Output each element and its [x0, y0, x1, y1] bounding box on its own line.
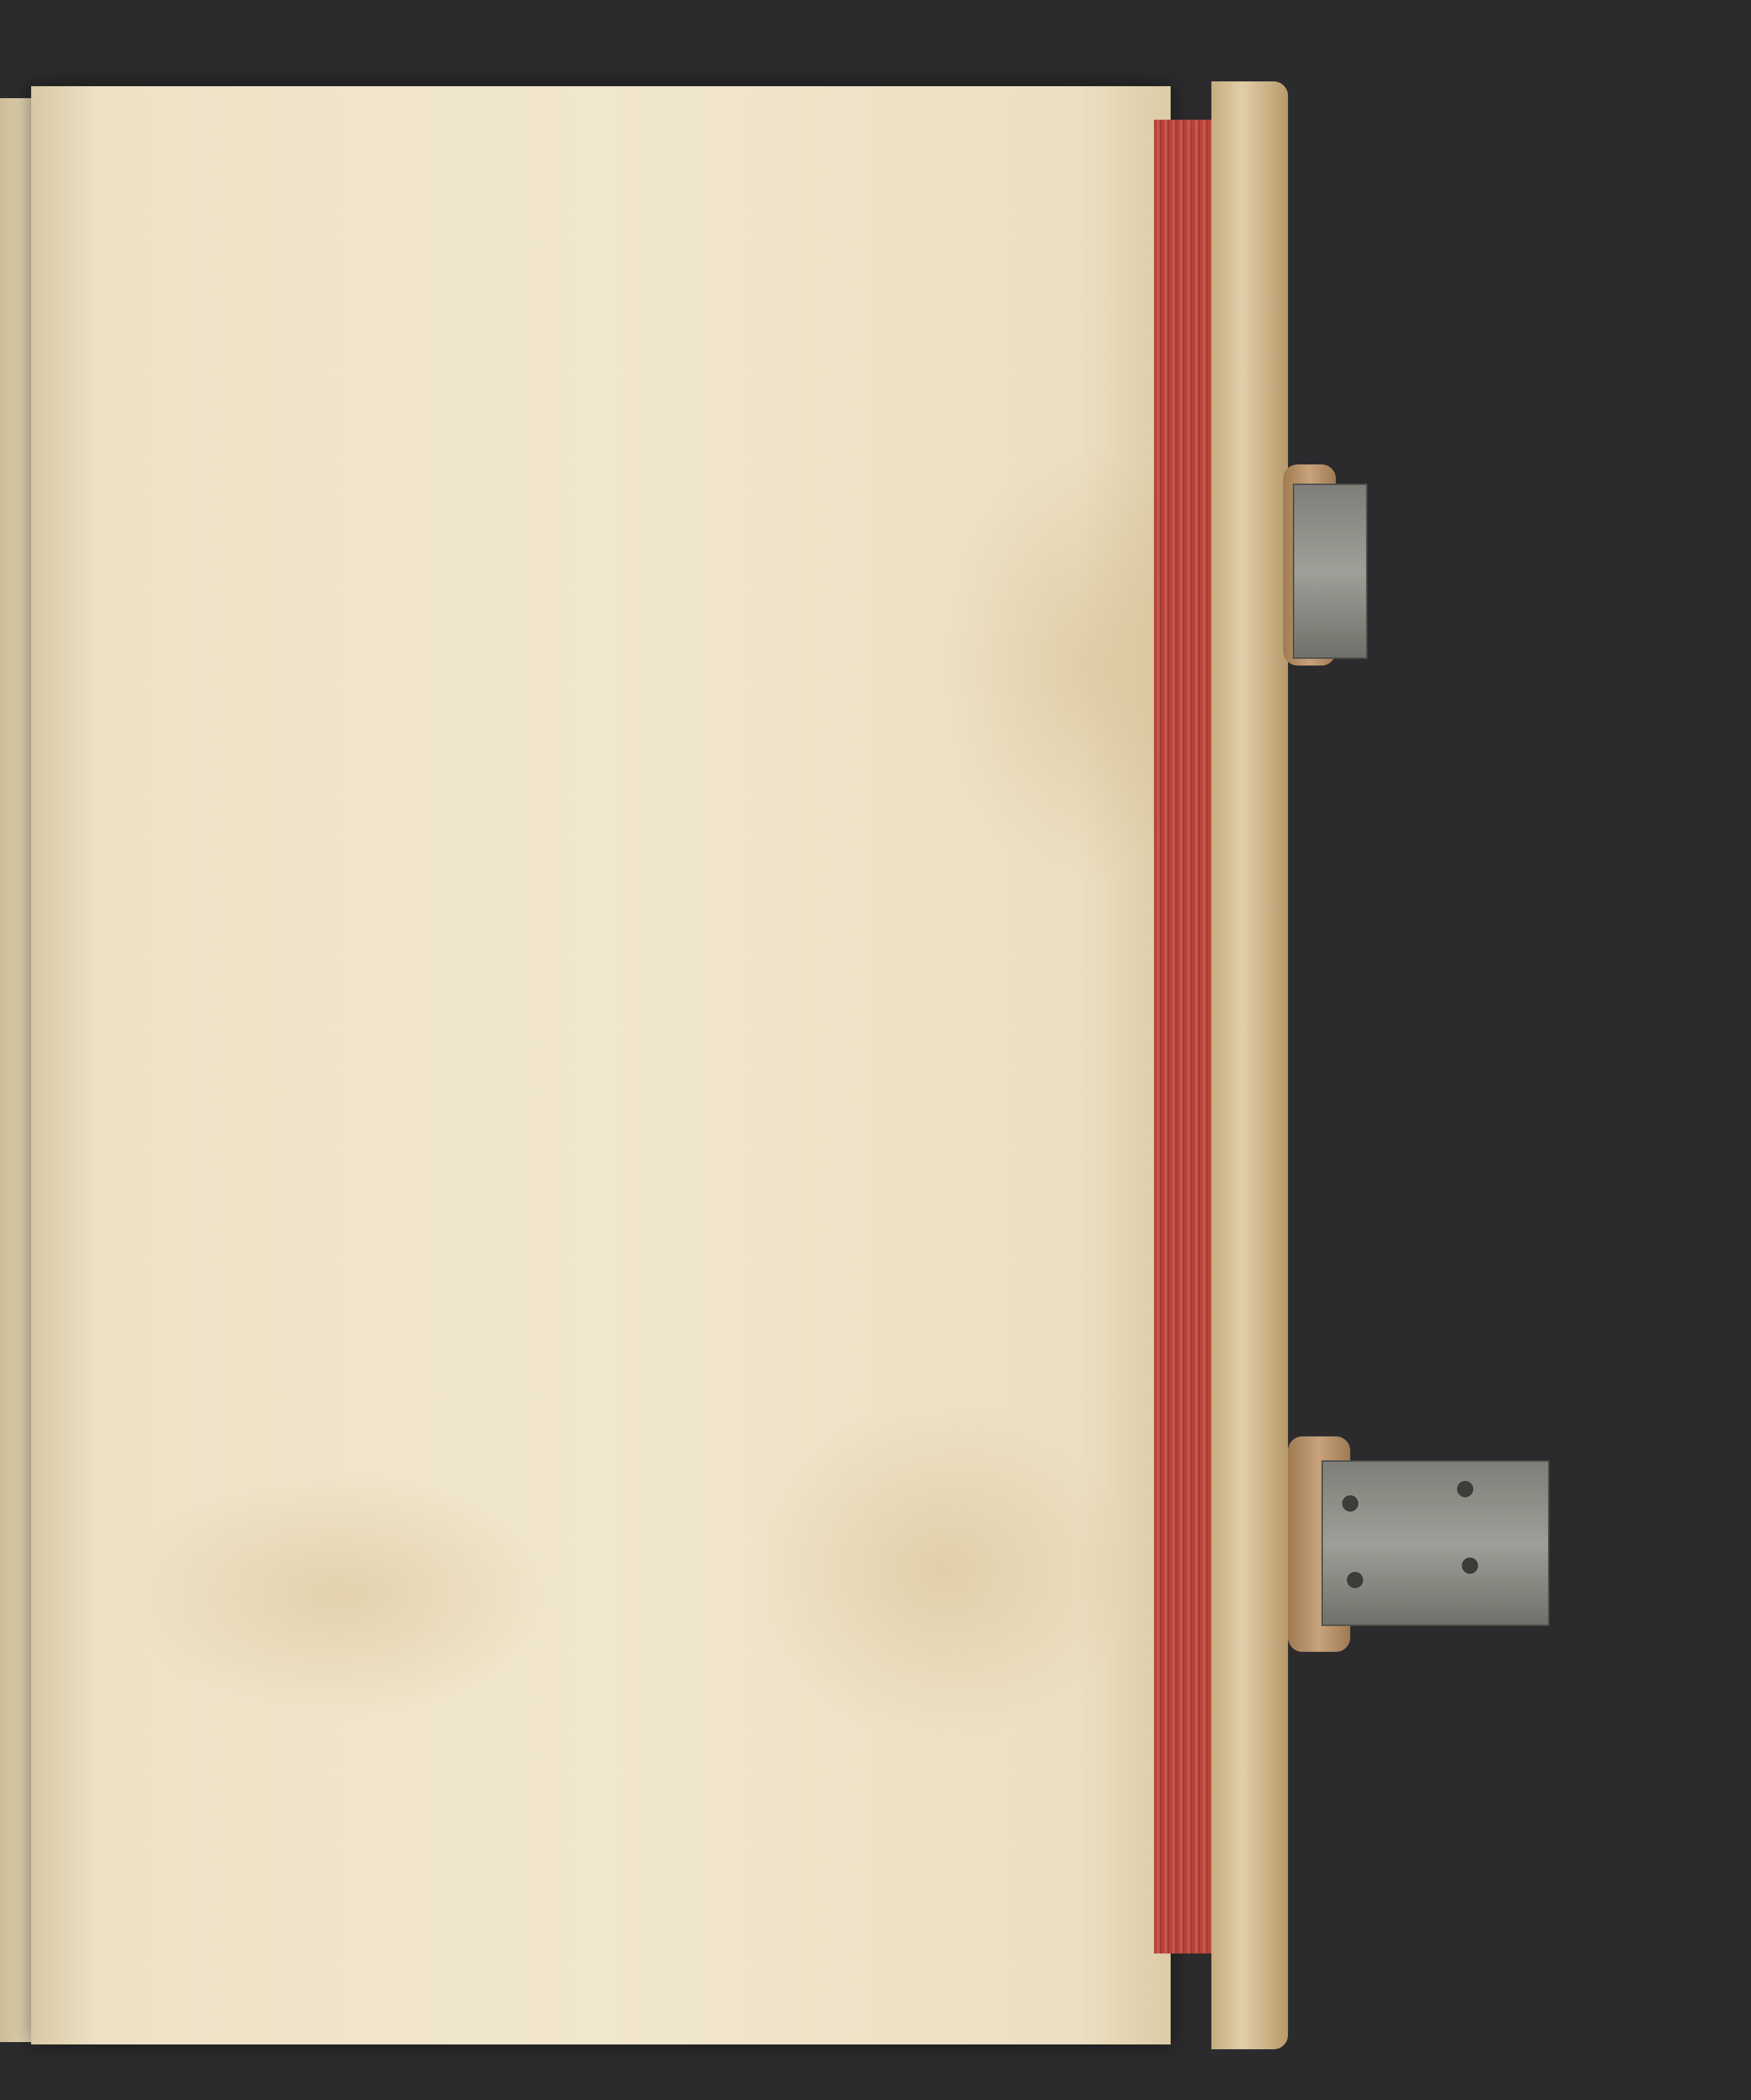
left-page-fragments	[0, 98, 18, 2032]
rivet	[1462, 1558, 1478, 1574]
vellum-binding	[1211, 81, 1288, 2049]
page	[31, 86, 1171, 2044]
rivet	[1347, 1572, 1363, 1588]
clasp-lower	[1322, 1460, 1549, 1626]
water-stain	[127, 1475, 558, 1714]
clasp-upper	[1293, 484, 1367, 659]
red-page-edge	[1154, 120, 1211, 1953]
rivet	[1342, 1495, 1358, 1512]
page-header	[304, 316, 974, 369]
water-stain	[749, 1403, 1132, 1738]
rivet	[1457, 1481, 1473, 1497]
